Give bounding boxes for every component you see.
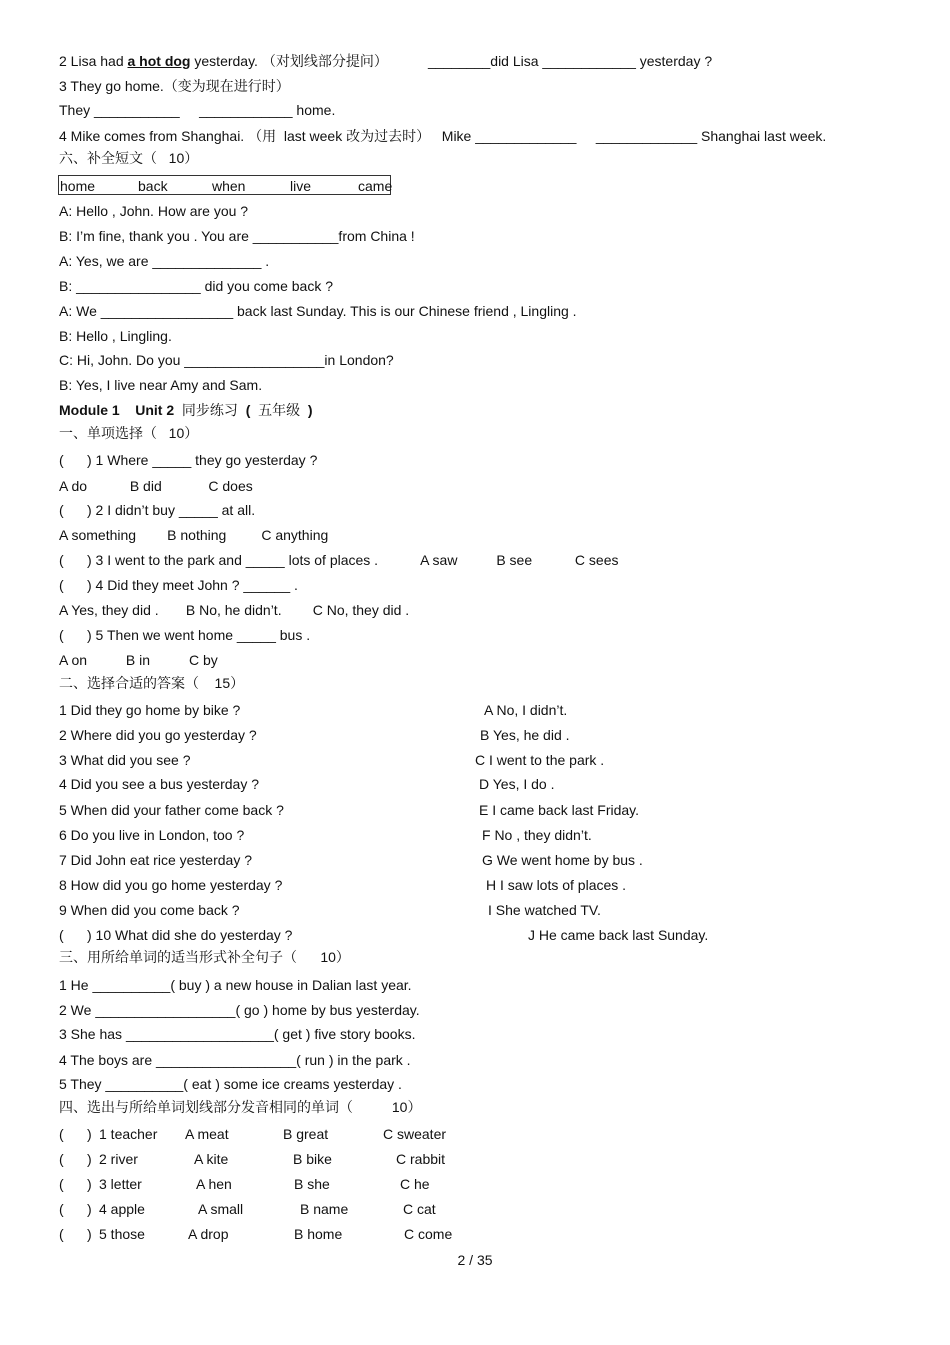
- dialog-line: B: I’m fine, thank you . You are ___________from China !: [59, 228, 415, 244]
- p3-row: 2 We __________________( go ) home by bus yesterday.: [59, 1002, 420, 1018]
- p4-option-b: B bike: [293, 1151, 332, 1167]
- p2-answer: I She watched TV.: [488, 902, 601, 918]
- p4-paren: ( ): [59, 1151, 92, 1167]
- p1-row: ( ) 3 I went to the park and _____ lots of places . A saw B see C sees: [59, 552, 619, 568]
- s5-q2: [59, 52, 388, 70]
- p4-option-a: A drop: [188, 1226, 229, 1242]
- p2-answer: J He came back last Sunday.: [528, 927, 709, 943]
- p4-option-c: C come: [404, 1226, 453, 1242]
- p4-word: 1 teacher: [99, 1126, 158, 1142]
- p2-heading: 二、选择合适的答案（ 15）: [59, 675, 245, 691]
- p4-option-a: A meat: [185, 1126, 229, 1142]
- word-bank-item: live: [290, 178, 312, 194]
- p2-question: 7 Did John eat rice yesterday ?: [59, 852, 252, 868]
- p1-row: ( ) 1 Where _____ they go yesterday ?: [59, 452, 318, 468]
- word-bank-item: back: [138, 178, 168, 194]
- p2-question: 1 Did they go home by bike ?: [59, 702, 241, 718]
- p4-option-a: A kite: [194, 1151, 229, 1167]
- s5-q2-underlined: a hot dog: [127, 53, 191, 69]
- page-number: 2 / 35: [457, 1252, 493, 1268]
- p1-row: A on B in C by: [59, 652, 218, 668]
- word-bank-item: when: [212, 178, 246, 194]
- p4-option-b: B home: [294, 1226, 343, 1242]
- unit-title-grade: 五年级: [250, 402, 308, 418]
- p1-row: ( ) 5 Then we went home _____ bus .: [59, 627, 311, 643]
- dialog-line: B: Hello , Lingling.: [59, 328, 172, 344]
- dialog-line: A: We _________________ back last Sunday. This is our Chinese friend , Lingling .: [59, 303, 577, 319]
- p2-answer: G We went home by bus .: [482, 852, 643, 868]
- p3-row: 3 She has ___________________( get ) five story books.: [59, 1026, 416, 1042]
- p4-option-a: A small: [198, 1201, 244, 1217]
- p4-heading: 四、选出与所给单词划线部分发音相同的单词（ 10）: [59, 1099, 422, 1115]
- s5-q4: 4 Mike comes from Shanghai. （用 last week 改为过去时） Mike _____________ _____________ Shanghai last week.: [59, 128, 827, 144]
- dialog-line: B: ________________ did you come back ?: [59, 278, 333, 294]
- p2-question: 8 How did you go home yesterday ?: [59, 877, 283, 893]
- p4-option-c: C he: [400, 1176, 430, 1192]
- p4-word: 3 letter: [99, 1176, 142, 1192]
- p4-word: 2 river: [99, 1151, 138, 1167]
- p4-option-a: A hen: [196, 1176, 232, 1192]
- unit-title-paren-close: ): [307, 402, 313, 418]
- p3-row: 5 They __________( eat ) some ice creams yesterday .: [59, 1076, 402, 1092]
- p2-answer: F No , they didn’t.: [482, 827, 592, 843]
- p2-question: 2 Where did you go yesterday ?: [59, 727, 257, 743]
- p4-option-c: C cat: [403, 1201, 436, 1217]
- word-bank: [58, 175, 391, 195]
- p4-word: 5 those: [99, 1226, 145, 1242]
- unit-title: [59, 401, 313, 419]
- p4-paren: ( ): [59, 1126, 92, 1142]
- p4-paren: ( ): [59, 1201, 92, 1217]
- p4-paren: ( ): [59, 1226, 92, 1242]
- unit-title-module: Module 1 Unit 2: [59, 402, 175, 418]
- p2-answer: B Yes, he did .: [480, 727, 570, 743]
- p1-row: ( ) 4 Did they meet John ? ______ .: [59, 577, 298, 593]
- p1-row: A Yes, they did . B No, he didn’t. C No, they did .: [59, 602, 410, 618]
- p2-answer: E I came back last Friday.: [479, 802, 640, 818]
- p4-option-c: C rabbit: [396, 1151, 446, 1167]
- p2-answer: A No, I didn’t.: [484, 702, 568, 718]
- s5-q2-answer: ________did Lisa ____________ yesterday ?: [428, 53, 713, 69]
- p4-option-b: B name: [300, 1201, 349, 1217]
- s5-q3-answer: They ___________ ____________ home.: [59, 102, 336, 118]
- p1-heading: 一、单项选择（ 10）: [59, 425, 199, 441]
- p2-question: 9 When did you come back ?: [59, 902, 240, 918]
- p1-row: ( ) 2 I didn’t buy _____ at all.: [59, 502, 256, 518]
- s5-q2-prefix: 2 Lisa had: [59, 53, 128, 69]
- s5-q3: 3 They go home.（变为现在进行时）: [59, 78, 290, 94]
- p2-question: 3 What did you see ?: [59, 752, 191, 768]
- p4-option-b: B great: [283, 1126, 329, 1142]
- p2-question: 5 When did your father come back ?: [59, 802, 284, 818]
- unit-title-practice: 同步练习: [174, 402, 246, 418]
- p2-answer: H I saw lots of places .: [486, 877, 627, 893]
- p1-row: A something B nothing C anything: [59, 527, 329, 543]
- p4-option-c: C sweater: [383, 1126, 447, 1142]
- unit-title-paren-open: (: [245, 402, 251, 418]
- p3-row: 1 He __________( buy ) a new house in Dalian last year.: [59, 977, 412, 993]
- p1-row: A do B did C does: [59, 478, 253, 494]
- p3-heading: 三、用所给单词的适当形式补全句子（ 10）: [59, 949, 350, 965]
- p2-question: 4 Did you see a bus yesterday ?: [59, 776, 260, 792]
- p3-row: 4 The boys are __________________( run ) in the park .: [59, 1052, 411, 1068]
- s5-q2-suffix: yesterday. （对划线部分提问）: [190, 53, 388, 69]
- p4-word: 4 apple: [99, 1201, 145, 1217]
- s6-heading: 六、补全短文（ 10）: [59, 150, 199, 166]
- dialog-line: A: Hello , John. How are you ?: [59, 203, 249, 219]
- dialog-line: B: Yes, I live near Amy and Sam.: [59, 377, 263, 393]
- p4-paren: ( ): [59, 1176, 92, 1192]
- word-bank-item: home: [60, 178, 96, 194]
- p2-question: ( ) 10 What did she do yesterday ?: [59, 927, 293, 943]
- word-bank-item: came: [358, 178, 393, 194]
- dialog-line: A: Yes, we are ______________ .: [59, 253, 270, 269]
- dialog-line: C: Hi, John. Do you __________________in London?: [59, 352, 394, 368]
- p2-answer: D Yes, I do .: [479, 776, 555, 792]
- p2-answer: C I went to the park .: [475, 752, 605, 768]
- p4-option-b: B she: [294, 1176, 330, 1192]
- p2-question: 6 Do you live in London, too ?: [59, 827, 245, 843]
